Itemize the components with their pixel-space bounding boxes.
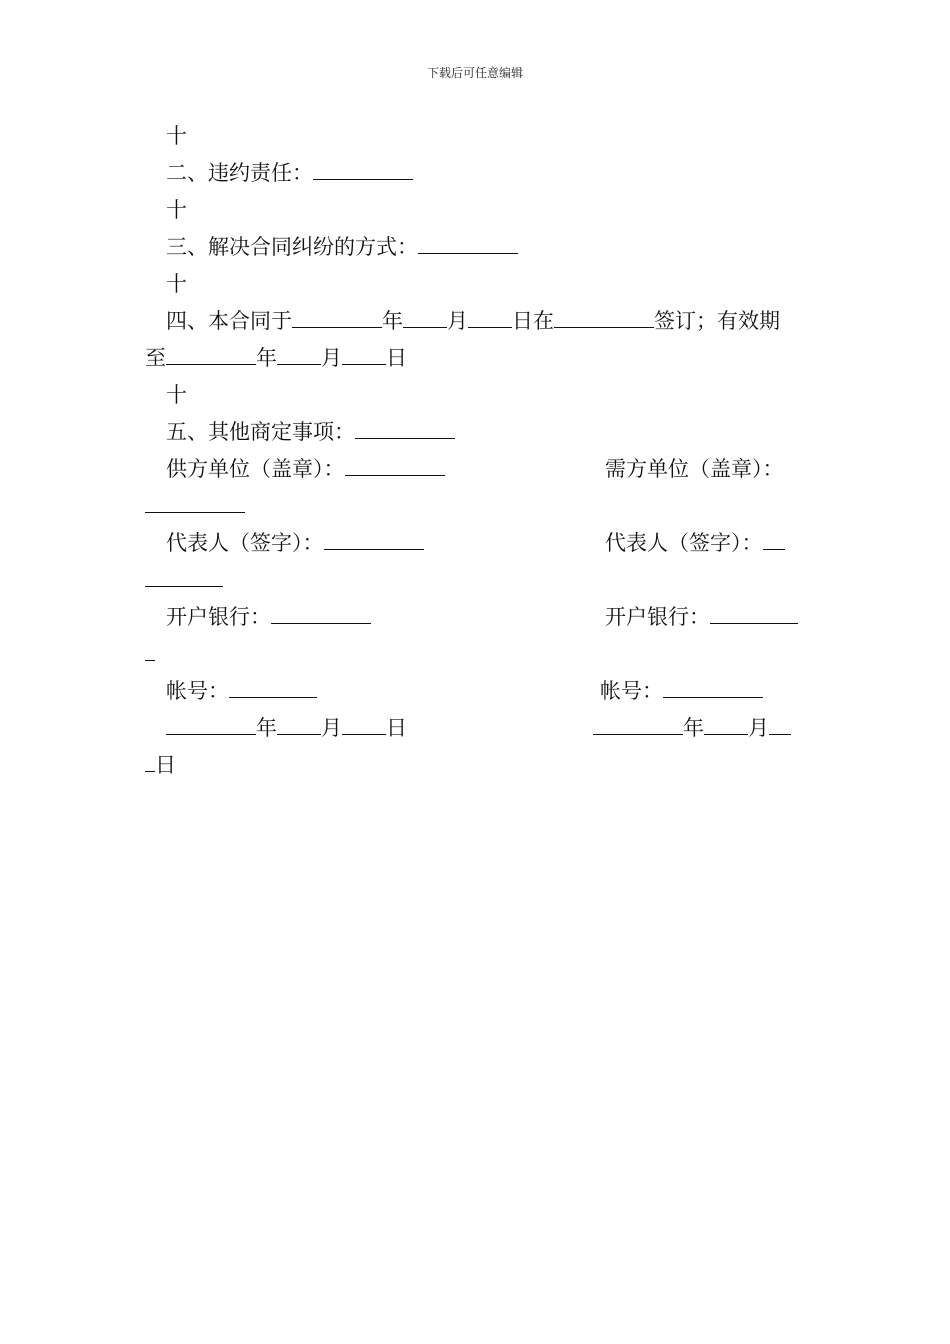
plus-mark: 十 [166,198,187,222]
supplier-month-blank[interactable] [277,714,321,735]
year-label: 年 [382,309,403,333]
supplier-bank-label: 开户银行： [166,605,271,629]
dispute-clause [145,229,810,266]
other-clause [145,414,810,451]
page-header: 下载后可任意编辑 [426,66,523,80]
valid-until-line [145,340,810,377]
buyer-bank-continuation [145,636,810,673]
day-label: 日 [386,346,407,370]
supplier-day-blank[interactable] [342,714,386,735]
day-label: 日 [155,753,176,777]
sign-date-clause [145,303,810,340]
account-row [145,673,810,710]
buyer-unit-blank[interactable] [145,492,245,513]
bank-row [145,599,810,636]
buyer-date-group [593,710,791,747]
buyer-unit-continuation [145,488,810,525]
buyer-account-label: 帐号： [600,679,663,703]
buyer-day-blank-start[interactable] [769,714,791,735]
supplier-rep-blank[interactable] [324,529,424,550]
unit-row [145,451,810,488]
plus-line [145,377,810,414]
month-label: 月 [447,309,468,333]
sign-year-blank[interactable] [292,307,382,328]
month-label: 月 [748,716,769,740]
buyer-bank-blank-start[interactable] [710,603,798,624]
date-row [145,710,810,747]
day-label: 日 [386,716,407,740]
plus-line [145,266,810,303]
buyer-bank-label: 开户银行： [605,605,710,629]
supplier-year-blank[interactable] [166,714,256,735]
valid-day-blank[interactable] [342,344,386,365]
breach-label: 二、违约责任： [166,161,313,185]
plus-line [145,192,810,229]
buyer-date-continuation [145,747,810,784]
buyer-unit-label: 需方单位（盖章）： [605,457,784,481]
rep-row [145,525,810,562]
sign-place-blank[interactable] [554,307,654,328]
sign-month-blank[interactable] [403,307,447,328]
breach-blank[interactable] [313,159,413,180]
buyer-bank-blank-end[interactable] [145,640,155,661]
dispute-label: 三、解决合同纠纷的方式： [166,235,418,259]
day-at-label: 日在 [512,309,554,333]
buyer-account-blank[interactable] [663,677,763,698]
signed-valid-label: 签订；有效期 [654,309,780,333]
supplier-account-label: 帐号： [166,679,229,703]
plus-mark: 十 [166,124,187,148]
plus-mark: 十 [166,383,187,407]
year-label: 年 [256,346,277,370]
buyer-rep-blank-start[interactable] [763,529,785,550]
buyer-day-blank-end[interactable] [145,751,155,772]
other-blank[interactable] [355,418,455,439]
month-label: 月 [321,716,342,740]
buyer-rep-continuation [145,562,810,599]
buyer-rep-label: 代表人（签字）： [605,531,763,555]
contract-body [145,118,810,784]
year-label: 年 [683,716,704,740]
supplier-bank-blank[interactable] [271,603,371,624]
buyer-bank-group [605,599,798,636]
month-label: 月 [321,346,342,370]
plus-mark: 十 [166,272,187,296]
supplier-unit-label: 供方单位（盖章）： [166,457,345,481]
buyer-rep-group [605,525,785,562]
buyer-account-group [600,673,763,710]
supplier-account-blank[interactable] [229,677,317,698]
supplier-rep-label: 代表人（签字）： [166,531,324,555]
valid-month-blank[interactable] [277,344,321,365]
other-label: 五、其他商定事项： [166,420,355,444]
dispute-blank[interactable] [418,233,518,254]
buyer-rep-blank-end[interactable] [145,566,223,587]
buyer-month-blank[interactable] [704,714,748,735]
until-label: 至 [145,346,166,370]
breach-clause [145,155,810,192]
supplier-unit-blank[interactable] [345,455,445,476]
sign-day-blank[interactable] [468,307,512,328]
valid-year-blank[interactable] [166,344,256,365]
plus-line [145,118,810,155]
buyer-year-blank[interactable] [593,714,683,735]
year-label: 年 [256,716,277,740]
sign-prefix: 四、本合同于 [166,309,292,333]
